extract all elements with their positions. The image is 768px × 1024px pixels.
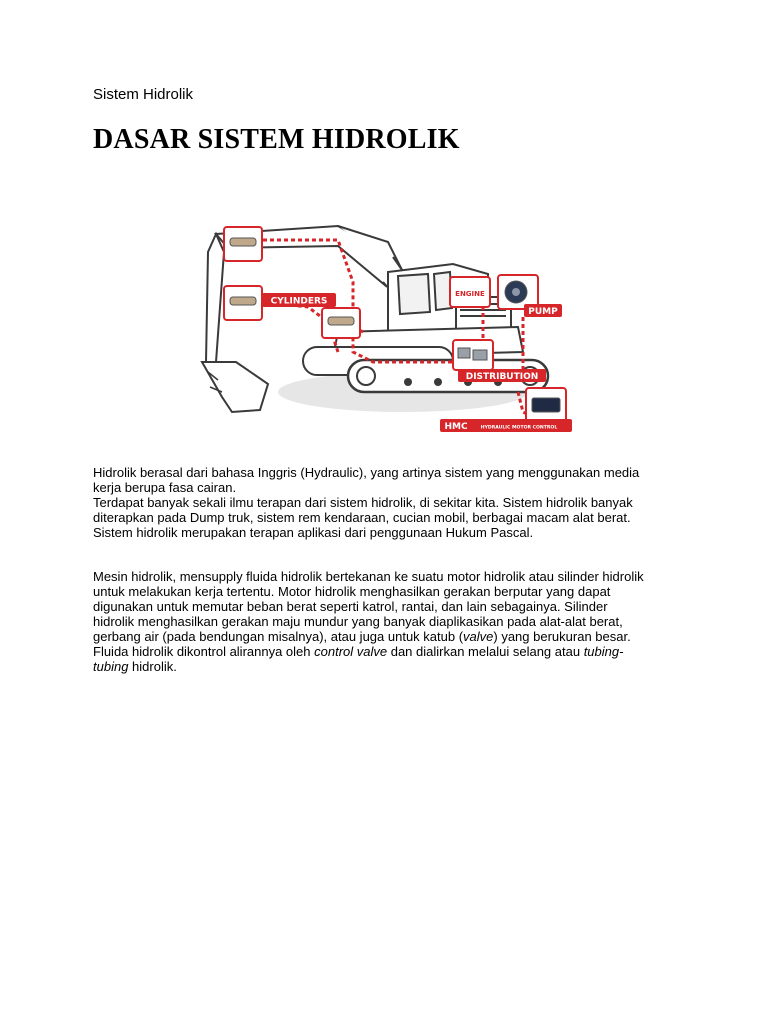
paragraph-2-line <box>93 629 673 644</box>
text-segment: gerbang air (pada bendungan misalnya), atau juga untuk katub ( <box>93 629 464 644</box>
paragraph-2 <box>93 569 673 674</box>
paragraph-1-line: Hidrolik berasal dari bahasa Inggris (Hydraulic), yang artinya sistem yang menggunakan media <box>93 465 640 480</box>
hmc-sub-label-text: HYDRAULIC MOTOR CONTROL <box>480 425 558 431</box>
excavator-body <box>333 264 523 357</box>
cylinders-label-text: CYLINDERS <box>270 296 328 307</box>
italic-term-valve: valve <box>463 629 494 644</box>
pump-label-text: PUMP <box>528 307 558 317</box>
italic-term-control-valve: control valve <box>314 644 388 659</box>
excavator-hydraulic-diagram <box>188 212 578 442</box>
text-segment: Fluida hidrolik dikontrol alirannya oleh <box>93 644 315 659</box>
cylinders-label <box>262 293 336 307</box>
paragraph-1-line: diterapkan pada Dump truk, sistem rem kendaraan, cucian mobil, berbagai macam alat berat. <box>93 510 631 525</box>
paragraph-2-line: untuk melakukan kerja tertentu. Motor hidrolik menghasilkan gerakan berputar yang dapat <box>93 584 611 599</box>
text-segment: dan dialirkan melalui selang atau <box>387 644 584 659</box>
paragraph-1-line: Terdapat banyak sekali ilmu terapan dari sistem hidrolik, di sekitar kita. Sistem hidrolik banyak <box>93 495 633 510</box>
engine-callout <box>450 277 490 307</box>
text-segment: ) yang berukuran besar. <box>493 629 631 644</box>
italic-term-tubing: tubing- <box>583 644 624 659</box>
paragraph-2-line <box>93 659 673 674</box>
paragraph-1-line: Sistem hidrolik merupakan terapan aplikasi dari penggunaan Hukum Pascal. <box>93 525 534 540</box>
paragraph-2-line: Mesin hidrolik, mensupply fluida hidrolik bertekanan ke suatu motor hidrolik atau silinder hidrolik <box>93 569 644 584</box>
paragraph-2-line <box>93 644 673 659</box>
engine-label-text: ENGINE <box>455 290 485 298</box>
document-subtitle: Sistem Hidrolik <box>93 86 194 103</box>
distribution-label-text: DISTRIBUTION <box>465 372 539 382</box>
text-segment: hidrolik. <box>128 659 177 674</box>
paragraph-2-line: digunakan untuk memutar beban berat seperti katrol, rantai, dan lain sebagainya. Silinder <box>93 599 608 614</box>
italic-term-tubing: tubing <box>93 659 129 674</box>
hmc-label-text: HMC <box>444 422 468 432</box>
paragraph-2-line: hidrolik menghasilkan gerakan maju mundur yang banyak diaplikasikan pada alat-alat berat, <box>93 614 623 629</box>
paragraph-1-line: kerja berupa fasa cairan. <box>93 480 237 495</box>
paragraph-1 <box>93 465 673 540</box>
document-title: DASAR SISTEM HIDROLIK <box>93 124 460 155</box>
